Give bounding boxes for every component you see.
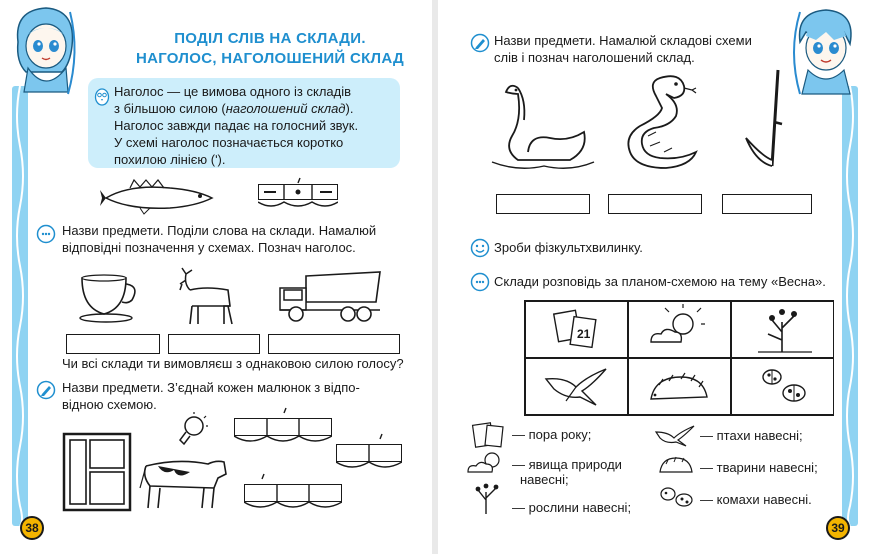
- page-title-line2: НАГОЛОС, НАГОЛОШЕНИЙ СКЛАД: [135, 50, 405, 67]
- ladybug-icon: [656, 484, 696, 510]
- snake-picture: [620, 70, 712, 176]
- plan-cell-calendar: [525, 301, 628, 358]
- speech-bubble-icon: [36, 224, 56, 244]
- swallow-icon: [654, 424, 696, 448]
- smile-icon: [470, 238, 490, 258]
- legend-nature: — явища природи навесні;: [512, 457, 622, 487]
- scheme-marks: [244, 470, 342, 516]
- decorative-side-band: [12, 86, 28, 526]
- rule-line: Наголос — це вимова одного із складів: [114, 84, 352, 99]
- legend-plants: — рослини навесні;: [512, 500, 632, 515]
- fish-picture: [100, 178, 220, 216]
- hedgehog-icon: [629, 359, 732, 416]
- scythe-picture: [738, 66, 798, 178]
- answer-box[interactable]: [722, 194, 812, 214]
- rule-line: Наголос завжди падає на голосний звук.: [114, 118, 359, 133]
- calendar-icon: [526, 302, 629, 359]
- plan-cell-hedgehog: [628, 358, 731, 415]
- owl-icon: [94, 86, 110, 106]
- cup-picture: [76, 272, 144, 324]
- calendar-icon: [468, 420, 508, 450]
- ladybug-icon: [732, 359, 835, 416]
- sun-cloud-icon: [629, 302, 732, 359]
- decorative-side-band: [842, 86, 858, 526]
- tree-icon: [468, 480, 504, 516]
- plan-cell-insects: [731, 358, 834, 415]
- tree-icon: [732, 302, 835, 359]
- answer-box[interactable]: [268, 334, 400, 354]
- pencil-icon: [36, 380, 56, 400]
- task-instructions: Назви предмети. Поділи слова на склади. Намалюй відповідні позначення у схемах. Познач наголос.: [62, 223, 377, 255]
- right-page: [438, 0, 870, 554]
- plan-cell-sun: [628, 301, 731, 358]
- plan-cell-bird: [525, 358, 628, 415]
- goat-picture: [176, 266, 248, 328]
- rule-line: похилою лінією (ʹ).: [114, 152, 226, 167]
- light-bulb-picture: [176, 412, 208, 446]
- svg-text:21: 21: [577, 327, 591, 341]
- girl-mascot-icon: [6, 2, 84, 98]
- scheme-marks: [336, 430, 402, 476]
- task-instructions: Склади розповідь за планом-схемою на тему «Весна».: [494, 274, 826, 289]
- answer-box[interactable]: [608, 194, 702, 214]
- answer-box[interactable]: [168, 334, 260, 354]
- legend-insects: — комахи навесні.: [700, 492, 812, 507]
- sun-cloud-icon: [464, 450, 508, 476]
- question-text: Чи всі склади ти вимовляєш з однаковою силою голосу?: [62, 356, 404, 371]
- rule-box: [88, 78, 400, 168]
- legend-birds: — птахи навесні;: [700, 428, 803, 443]
- page-number: 38: [20, 516, 44, 540]
- rule-line: з більшою силою (наголошений склад).: [114, 101, 354, 116]
- page-title-line1: ПОДІЛ СЛІВ НА СКЛАДИ.: [174, 30, 366, 47]
- plan-cell-plant: [731, 301, 834, 358]
- hedgehog-icon: [656, 454, 696, 476]
- speech-bubble-icon: [470, 272, 490, 292]
- task-instructions: Зроби фізкультхвилинку.: [494, 240, 643, 255]
- answer-box[interactable]: [496, 194, 590, 214]
- page-number: 39: [826, 516, 850, 540]
- answer-box[interactable]: [66, 334, 160, 354]
- task-instructions: Назви предмети. Намалюй складові схеми слів і познач наголошений склад.: [494, 33, 752, 65]
- dump-truck-picture: [276, 268, 384, 326]
- scheme-marks: [258, 176, 338, 216]
- swan-picture: [488, 80, 596, 176]
- cow-picture: [138, 452, 230, 512]
- rule-line: У схемі наголос позначається коротко: [114, 135, 344, 150]
- task-instructions: Назви предмети. З’єднай кожен малюнок з відпо- відною схемою.: [62, 380, 360, 412]
- scheme-marks: [234, 404, 332, 450]
- swallow-icon: [526, 359, 629, 416]
- legend-animals: — тварини навесні;: [700, 460, 818, 475]
- pencil-icon: [470, 33, 490, 53]
- legend-season: — пора року;: [512, 427, 592, 442]
- window-picture: [62, 432, 132, 512]
- left-page: [0, 0, 432, 554]
- story-plan-table: [524, 300, 834, 416]
